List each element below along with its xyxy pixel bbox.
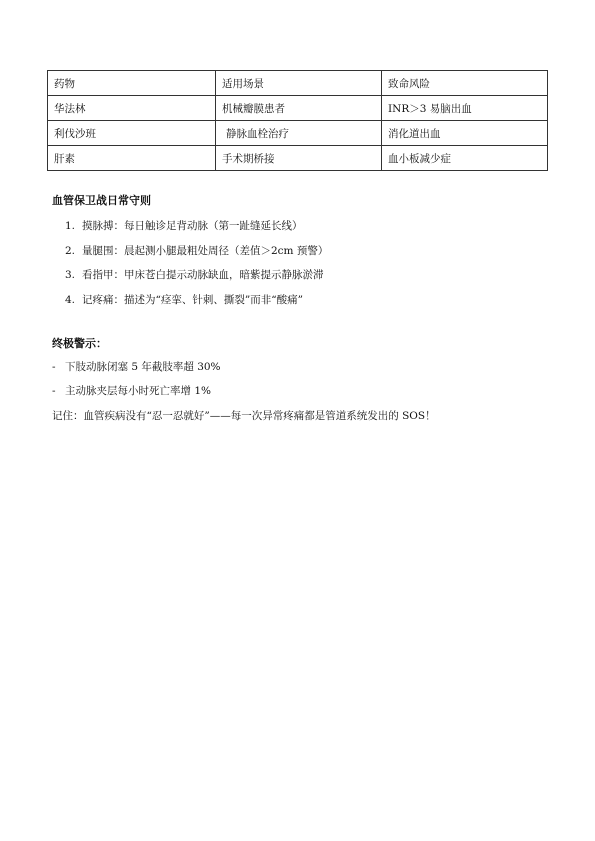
warning-bullet-text: 下肢动脉闭塞 5 年截肢率超 30% bbox=[65, 361, 221, 373]
list-item-number: 1. bbox=[64, 220, 75, 232]
list-item-number: 4. bbox=[64, 293, 75, 306]
table-cell: 华法林 bbox=[48, 96, 216, 121]
drug-risk-table bbox=[47, 70, 548, 171]
table-cell: 静脉血栓治疗 bbox=[216, 121, 382, 146]
list-item-text: 量腿围：晨起测小腿最粗处周径（差值＞2cm 预警） bbox=[82, 244, 329, 257]
warning-bullet-text: 主动脉夹层每小时死亡率增 1% bbox=[65, 385, 211, 397]
list-item-text: 看指甲：甲床苍白提示动脉缺血，暗紫提示静脉淤滞 bbox=[82, 269, 324, 281]
list-item bbox=[52, 292, 552, 317]
list-item-number: 2. bbox=[64, 244, 75, 257]
table-cell: 手术期桥接 bbox=[216, 146, 382, 171]
final-warning-title: 终极警示： bbox=[52, 337, 107, 350]
bullet-marker: - bbox=[52, 361, 56, 373]
list-item-text: 记疼痛：描述为“痉挛、针刺、撕裂”而非“酸痛” bbox=[82, 293, 303, 306]
table-cell: 血小板减少症 bbox=[382, 146, 548, 171]
list-item bbox=[52, 267, 552, 292]
warning-bullet bbox=[52, 359, 221, 374]
table-cell: INR＞3 易脑出血 bbox=[382, 96, 548, 121]
list-item-number: 3. bbox=[64, 269, 75, 281]
header-cell-drug: 药物 bbox=[48, 71, 216, 96]
final-note: 记住：血管疾病没有“忍一忍就好”——每一次异常疼痛都是管道系统发出的 SOS！ bbox=[52, 410, 436, 422]
list-item bbox=[52, 218, 552, 243]
table-row bbox=[48, 146, 548, 171]
table-cell: 机械瓣膜患者 bbox=[216, 96, 382, 121]
header-cell-scenario: 适用场景 bbox=[216, 71, 382, 96]
list-item bbox=[52, 243, 552, 268]
header-cell-risk: 致命风险 bbox=[382, 71, 548, 96]
table-cell: 肝素 bbox=[48, 146, 216, 171]
bullet-marker: - bbox=[52, 385, 56, 397]
warning-bullet bbox=[52, 383, 211, 398]
table-cell: 消化道出血 bbox=[382, 121, 548, 146]
table-row bbox=[48, 96, 548, 121]
table-row bbox=[48, 121, 548, 146]
daily-rules-list bbox=[52, 218, 552, 316]
table-header-row bbox=[48, 71, 548, 96]
table-cell: 利伐沙班 bbox=[48, 121, 216, 146]
daily-rules-title: 血管保卫战日常守则 bbox=[52, 194, 151, 207]
list-item-text: 摸脉搏：每日触诊足背动脉（第一趾缝延长线） bbox=[82, 220, 303, 232]
